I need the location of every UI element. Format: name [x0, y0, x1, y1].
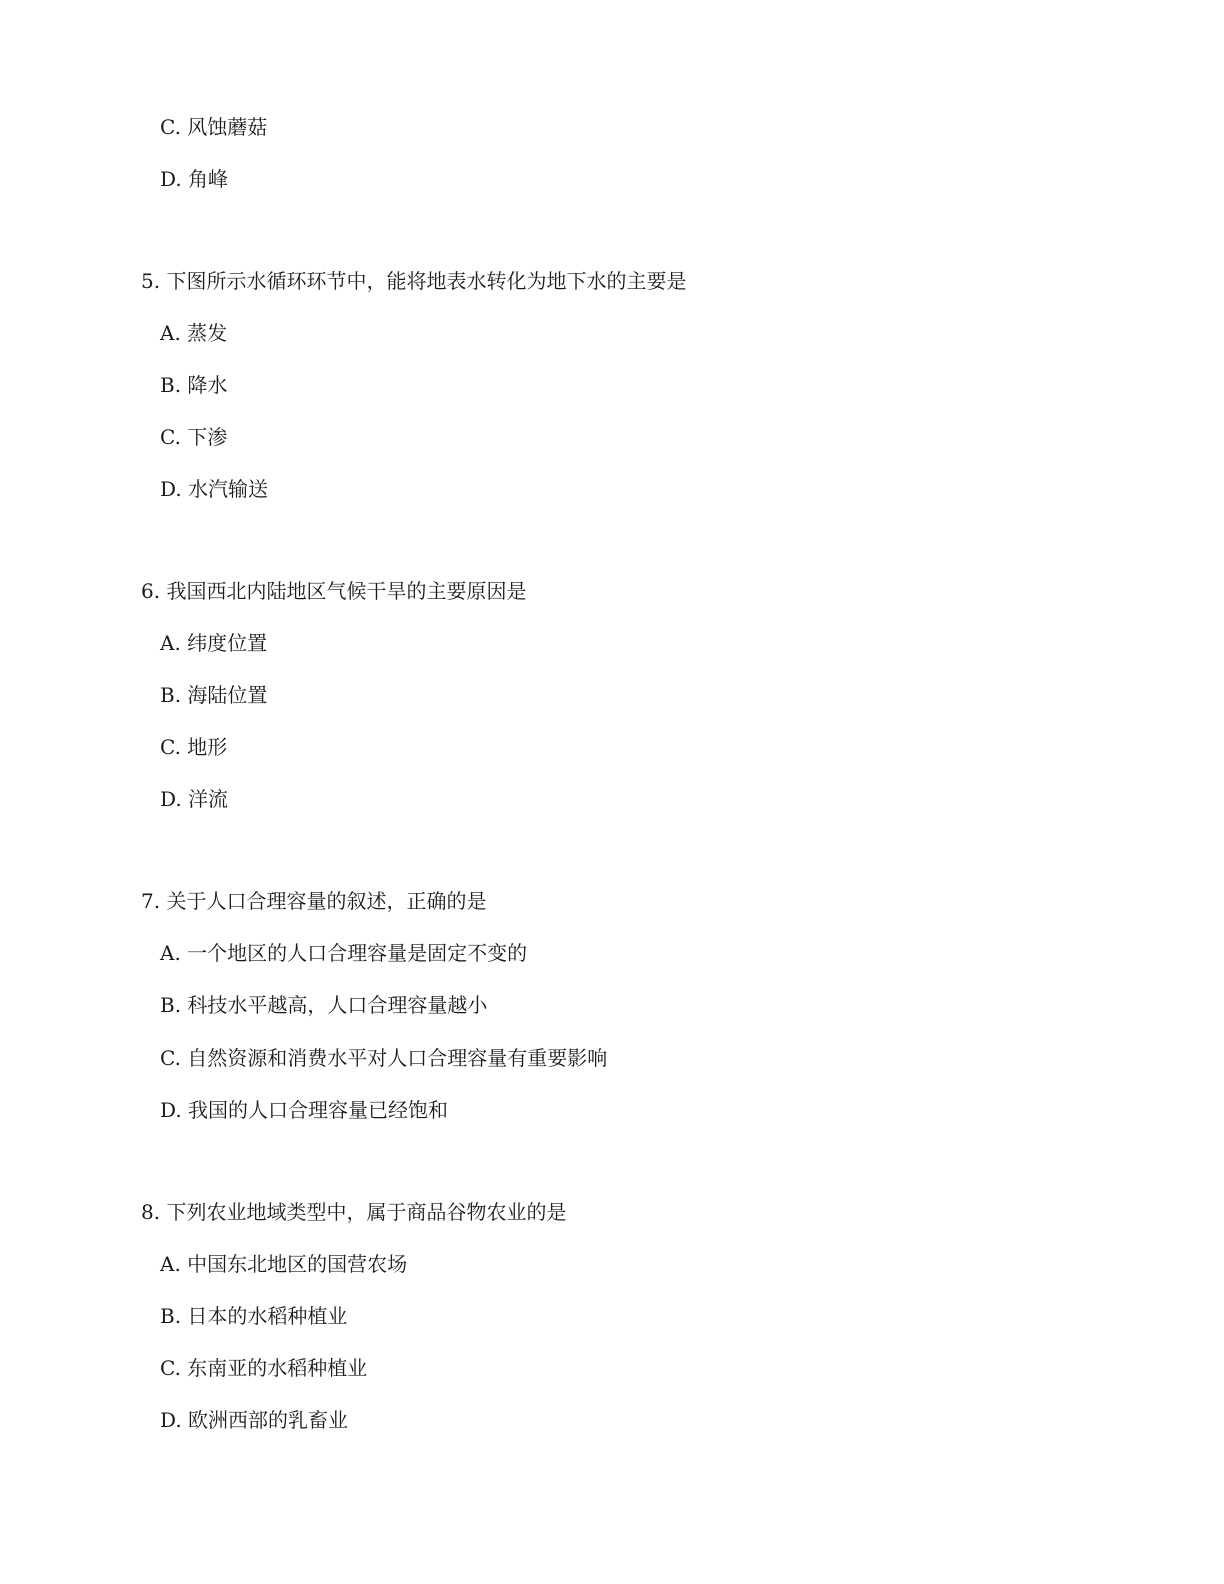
question-7-option-c: C. 自然资源和消费水平对人口合理容量有重要影响: [160, 1046, 608, 1070]
question-7-option-b: B. 科技水平越高，人口合理容量越小: [160, 993, 488, 1017]
question-6-option-b: B. 海陆位置: [160, 683, 268, 707]
option-c-prev: C. 风蚀蘑菇: [160, 115, 268, 139]
question-8-option-b: B. 日本的水稻种植业: [160, 1304, 348, 1328]
question-5-stem: 5. 下图所示水循环环节中，能将地表水转化为地下水的主要是: [141, 269, 687, 293]
question-8-stem: 8. 下列农业地域类型中，属于商品谷物农业的是: [141, 1200, 567, 1224]
question-5-option-d: D. 水汽输送: [160, 477, 269, 501]
question-5-option-b: B. 降水: [160, 373, 228, 397]
question-8-option-d: D. 欧洲西部的乳畜业: [160, 1408, 349, 1432]
question-7-option-a: A. 一个地区的人口合理容量是固定不变的: [160, 941, 528, 965]
question-7-stem: 7. 关于人口合理容量的叙述，正确的是: [141, 889, 487, 913]
question-8-option-a: A. 中国东北地区的国营农场: [160, 1252, 408, 1276]
question-5-option-c: C. 下渗: [160, 425, 228, 449]
question-7-option-d: D. 我国的人口合理容量已经饱和: [160, 1098, 449, 1122]
question-5-option-a: A. 蒸发: [160, 321, 228, 345]
question-6-stem: 6. 我国西北内陆地区气候干旱的主要原因是: [141, 579, 527, 603]
option-d-prev: D. 角峰: [160, 167, 229, 191]
question-6-option-d: D. 洋流: [160, 787, 229, 811]
question-6-option-c: C. 地形: [160, 735, 228, 759]
question-6-option-a: A. 纬度位置: [160, 631, 268, 655]
question-8-option-c: C. 东南亚的水稻种植业: [160, 1356, 368, 1380]
